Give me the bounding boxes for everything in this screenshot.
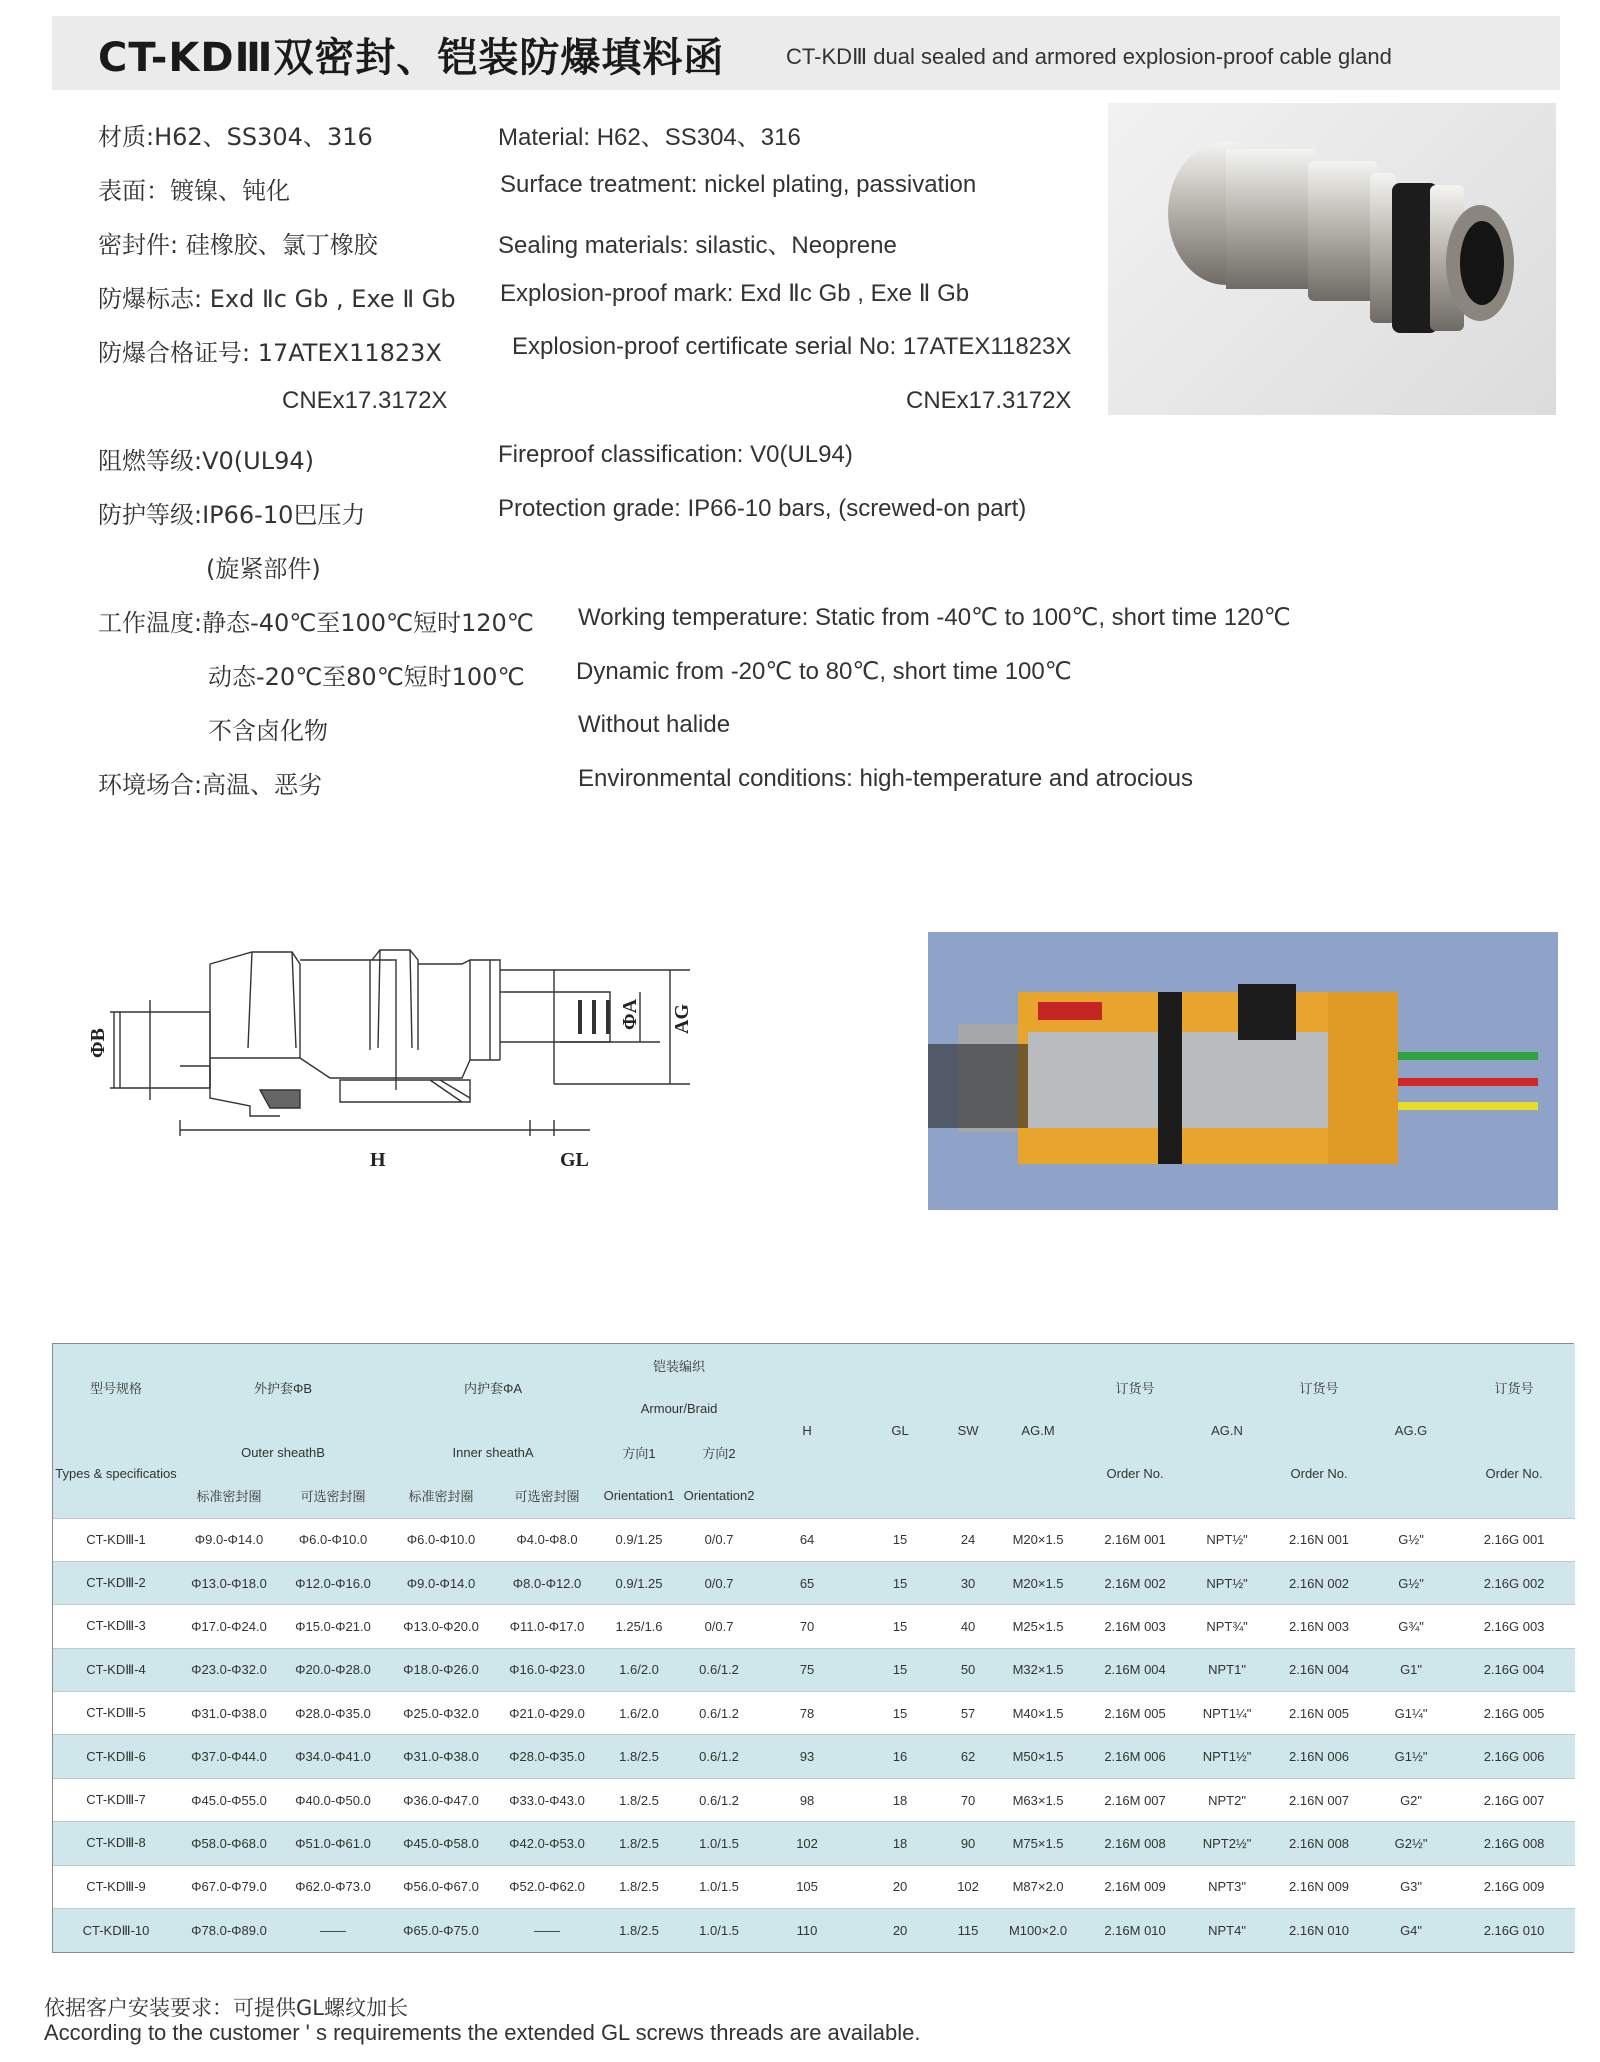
table-cell: M87×2.0: [991, 1865, 1085, 1908]
table-row: [53, 1865, 1575, 1908]
table-row: [53, 1822, 1575, 1865]
table-cell: 2.16G 002: [1453, 1561, 1575, 1604]
table-cell: 2.16G 008: [1453, 1822, 1575, 1865]
spec-material-en: Material: H62、SS304、316: [498, 124, 801, 151]
th-armour-en: Armour/Braid: [599, 1386, 759, 1430]
table-cell: 0/0.7: [679, 1518, 759, 1561]
spec-env-cn: 环境场合:高温、恶劣: [98, 771, 323, 799]
table-cell: Φ28.0-Φ35.0: [279, 1692, 387, 1735]
table-cell: Φ56.0-Φ67.0: [387, 1865, 495, 1908]
table-cell: Φ58.0-Φ68.0: [179, 1822, 279, 1865]
table-cell: 40: [945, 1605, 991, 1648]
table-row: [53, 1648, 1575, 1691]
th-dir1-en: Orientation1: [599, 1474, 679, 1518]
table-cell: Φ31.0-Φ38.0: [387, 1735, 495, 1778]
table-cell: CT-KDⅢ-8: [53, 1822, 179, 1865]
table-cell: 2.16M 003: [1085, 1605, 1185, 1648]
dimension-drawing: [87, 930, 810, 1220]
spec-cert2-en: CNEx17.3172X: [906, 387, 1072, 414]
table-cell: Φ36.0-Φ47.0: [387, 1778, 495, 1821]
table-cell: 78: [759, 1692, 855, 1735]
table-cell: NPT3": [1185, 1865, 1269, 1908]
table-cell: Φ17.0-Φ24.0: [179, 1605, 279, 1648]
cutaway-render-icon: [928, 932, 1558, 1210]
th-order-m-cn: 订货号: [1085, 1344, 1185, 1430]
spec-surface-cn: 表面：镀镍、钝化: [98, 177, 290, 205]
table-cell: M20×1.5: [991, 1561, 1085, 1604]
table-cell: 1.8/2.5: [599, 1865, 679, 1908]
th-inner-opt: 可选密封圈: [495, 1474, 599, 1518]
table-cell: 102: [945, 1865, 991, 1908]
table-cell: 1.8/2.5: [599, 1735, 679, 1778]
table-cell: 2.16G 006: [1453, 1735, 1575, 1778]
page-subtitle: CT-KDⅢ dual sealed and armored explosion-proof cable gland: [786, 44, 1392, 69]
table-cell: Φ33.0-Φ43.0: [495, 1778, 599, 1821]
table-cell: 30: [945, 1561, 991, 1604]
table-cell: 20: [855, 1865, 945, 1908]
table-cell: 0/0.7: [679, 1561, 759, 1604]
table-cell: G3": [1369, 1865, 1453, 1908]
table-cell: 15: [855, 1605, 945, 1648]
spec-temp-cn: 工作温度:静态-40℃至100℃短时120℃: [98, 609, 534, 637]
table-cell: M25×1.5: [991, 1605, 1085, 1648]
table-cell: Φ45.0-Φ58.0: [387, 1822, 495, 1865]
table-cell: Φ8.0-Φ12.0: [495, 1561, 599, 1604]
th-agn: AG.N: [1185, 1344, 1269, 1518]
table-row: [53, 1518, 1575, 1561]
title-bar: [52, 16, 1560, 90]
table-cell: Φ31.0-Φ38.0: [179, 1692, 279, 1735]
table-cell: CT-KDⅢ-7: [53, 1778, 179, 1821]
table-cell: CT-KDⅢ-4: [53, 1648, 179, 1691]
th-order-n-cn: 订货号: [1269, 1344, 1369, 1430]
table-cell: 0.9/1.25: [599, 1561, 679, 1604]
table-cell: 1.6/2.0: [599, 1692, 679, 1735]
spec-fire-en: Fireproof classification: V0(UL94): [498, 441, 853, 468]
table-cell: Φ15.0-Φ21.0: [279, 1605, 387, 1648]
table-cell: 18: [855, 1822, 945, 1865]
spec-exmark-en: Explosion-proof mark: Exd Ⅱc Gb , Exe Ⅱ Gb: [500, 280, 970, 307]
table-cell: 0.6/1.2: [679, 1735, 759, 1778]
table-cell: 1.25/1.6: [599, 1605, 679, 1648]
table-cell: 16: [855, 1735, 945, 1778]
table-cell: Φ62.0-Φ73.0: [279, 1865, 387, 1908]
table-cell: G½": [1369, 1518, 1453, 1561]
table-cell: 2.16M 004: [1085, 1648, 1185, 1691]
spec-exmark-cn: 防爆标志: Exd Ⅱc Gb , Exe Ⅱ Gb: [98, 285, 456, 313]
table-cell: Φ12.0-Φ16.0: [279, 1561, 387, 1604]
th-outer-opt: 可选密封圈: [279, 1474, 387, 1518]
table-cell: Φ40.0-Φ50.0: [279, 1778, 387, 1821]
th-model-cn: 型号规格: [53, 1344, 179, 1430]
table-cell: 1.0/1.5: [679, 1822, 759, 1865]
spec-halide-cn: 不含卤化物: [208, 717, 328, 745]
table-cell: 2.16N 009: [1269, 1865, 1369, 1908]
table-cell: 15: [855, 1518, 945, 1561]
th-sw: SW: [945, 1344, 991, 1518]
table-cell: CT-KDⅢ-9: [53, 1865, 179, 1908]
table-cell: NPT¾": [1185, 1605, 1269, 1648]
table-cell: 2.16N 008: [1269, 1822, 1369, 1865]
th-dir2-en: Orientation2: [679, 1474, 759, 1518]
page-title: CT-KDⅢ双密封、铠装防爆填料函: [98, 35, 725, 81]
table-cell: NPT½": [1185, 1518, 1269, 1561]
table-cell: 24: [945, 1518, 991, 1561]
table-row: [53, 1605, 1575, 1648]
table-cell: G1¼": [1369, 1692, 1453, 1735]
table-cell: Φ6.0-Φ10.0: [387, 1518, 495, 1561]
table-cell: G1½": [1369, 1735, 1453, 1778]
table-row: [53, 1692, 1575, 1735]
table-cell: Φ42.0-Φ53.0: [495, 1822, 599, 1865]
table-cell: M63×1.5: [991, 1778, 1085, 1821]
table-cell: 105: [759, 1865, 855, 1908]
th-armour-cn: 铠装编织: [599, 1344, 759, 1386]
table-cell: 70: [945, 1778, 991, 1821]
th-inner-en: Inner sheathA: [387, 1430, 599, 1474]
table-cell: M20×1.5: [991, 1518, 1085, 1561]
table-cell: 102: [759, 1822, 855, 1865]
label-phi-a: ΦA: [619, 998, 641, 1030]
table-cell: 2.16G 010: [1453, 1909, 1575, 1952]
table-cell: 2.16M 007: [1085, 1778, 1185, 1821]
spec-table: [52, 1343, 1574, 1953]
table-cell: CT-KDⅢ-2: [53, 1561, 179, 1604]
table-cell: Φ13.0-Φ20.0: [387, 1605, 495, 1648]
table-cell: M40×1.5: [991, 1692, 1085, 1735]
spec-cert-cn: 防爆合格证号: 17ATEX11823X: [98, 339, 442, 367]
table-cell: 0.9/1.25: [599, 1518, 679, 1561]
label-phi-b: ΦB: [87, 1028, 109, 1058]
table-cell: NPT4": [1185, 1909, 1269, 1952]
th-outer-cn: 外护套ΦB: [179, 1344, 387, 1430]
table-cell: NPT1": [1185, 1648, 1269, 1691]
table-cell: G¾": [1369, 1605, 1453, 1648]
table-cell: 2.16G 009: [1453, 1865, 1575, 1908]
table-cell: 2.16G 001: [1453, 1518, 1575, 1561]
th-agm: AG.M: [991, 1344, 1085, 1518]
spec-protect-cn: 防护等级:IP66-10巴压力: [98, 501, 366, 529]
table-cell: 2.16N 007: [1269, 1778, 1369, 1821]
cable-gland-photo-icon: [1108, 103, 1556, 415]
table-cell: Φ34.0-Φ41.0: [279, 1735, 387, 1778]
spec-material-cn: 材质:H62、SS304、316: [98, 123, 373, 151]
table-cell: NPT1¼": [1185, 1692, 1269, 1735]
table-cell: 2.16G 003: [1453, 1605, 1575, 1648]
table-cell: M75×1.5: [991, 1822, 1085, 1865]
table-cell: G4": [1369, 1909, 1453, 1952]
table-cell: 1.0/1.5: [679, 1909, 759, 1952]
table-cell: ——: [279, 1909, 387, 1952]
table-cell: G2": [1369, 1778, 1453, 1821]
table-row: [53, 1561, 1575, 1604]
label-gl: GL: [560, 1149, 589, 1171]
cutaway-render: [928, 932, 1558, 1210]
table-cell: 98: [759, 1778, 855, 1821]
table-cell: 0.6/1.2: [679, 1692, 759, 1735]
table-cell: G2½": [1369, 1822, 1453, 1865]
table-cell: 50: [945, 1648, 991, 1691]
th-order-n-en: Order No.: [1269, 1430, 1369, 1518]
th-agg: AG.G: [1369, 1344, 1453, 1518]
table-cell: 2.16G 005: [1453, 1692, 1575, 1735]
spec-fire-cn: 阻燃等级:V0(UL94): [98, 447, 314, 475]
table-cell: M32×1.5: [991, 1648, 1085, 1691]
order-table: [53, 1344, 1575, 1952]
table-cell: 57: [945, 1692, 991, 1735]
table-cell: 2.16M 010: [1085, 1909, 1185, 1952]
spec-protect2-cn: (旋紧部件): [206, 555, 321, 583]
table-cell: 1.8/2.5: [599, 1822, 679, 1865]
spec-temp-en: Working temperature: Static from -40℃ to 100℃, short time 120℃: [578, 604, 1291, 631]
spec-surface-en: Surface treatment: nickel plating, passivation: [500, 171, 977, 198]
table-cell: 2.16N 002: [1269, 1561, 1369, 1604]
table-cell: NPT2": [1185, 1778, 1269, 1821]
table-cell: Φ18.0-Φ26.0: [387, 1648, 495, 1691]
th-outer-std: 标准密封圈: [179, 1474, 279, 1518]
table-cell: 1.6/2.0: [599, 1648, 679, 1691]
table-cell: Φ67.0-Φ79.0: [179, 1865, 279, 1908]
table-cell: 90: [945, 1822, 991, 1865]
th-dir2-cn: 方向2: [679, 1430, 759, 1474]
table-cell: CT-KDⅢ-3: [53, 1605, 179, 1648]
table-row: [53, 1909, 1575, 1952]
table-cell: Φ4.0-Φ8.0: [495, 1518, 599, 1561]
table-cell: 2.16M 009: [1085, 1865, 1185, 1908]
table-cell: M50×1.5: [991, 1735, 1085, 1778]
table-cell: NPT½": [1185, 1561, 1269, 1604]
table-cell: Φ13.0-Φ18.0: [179, 1561, 279, 1604]
table-cell: 2.16M 006: [1085, 1735, 1185, 1778]
table-cell: ——: [495, 1909, 599, 1952]
table-cell: 1.8/2.5: [599, 1909, 679, 1952]
table-cell: Φ20.0-Φ28.0: [279, 1648, 387, 1691]
table-cell: 93: [759, 1735, 855, 1778]
spec-seal-en: Sealing materials: silastic、Neoprene: [498, 232, 897, 259]
table-cell: Φ21.0-Φ29.0: [495, 1692, 599, 1735]
th-inner-cn: 内护套ΦA: [387, 1344, 599, 1430]
table-cell: Φ37.0-Φ44.0: [179, 1735, 279, 1778]
table-cell: 2.16N 001: [1269, 1518, 1369, 1561]
table-cell: 1.8/2.5: [599, 1778, 679, 1821]
table-row: [53, 1778, 1575, 1821]
table-cell: 75: [759, 1648, 855, 1691]
table-cell: Φ6.0-Φ10.0: [279, 1518, 387, 1561]
table-cell: Φ45.0-Φ55.0: [179, 1778, 279, 1821]
footnote-cn: 依据客户安装要求：可提供GL螺纹加长: [44, 1996, 408, 2020]
table-cell: 115: [945, 1909, 991, 1952]
table-cell: Φ52.0-Φ62.0: [495, 1865, 599, 1908]
table-cell: M100×2.0: [991, 1909, 1085, 1952]
table-cell: 15: [855, 1692, 945, 1735]
th-gl: GL: [855, 1344, 945, 1518]
spec-halide-en: Without halide: [578, 711, 731, 738]
label-h: H: [370, 1149, 386, 1171]
table-cell: 64: [759, 1518, 855, 1561]
table-cell: 2.16M 008: [1085, 1822, 1185, 1865]
spec-cert2-cn: CNEx17.3172X: [282, 387, 448, 414]
th-outer-en: Outer sheathB: [179, 1430, 387, 1474]
table-cell: Φ11.0-Φ17.0: [495, 1605, 599, 1648]
table-cell: 2.16N 005: [1269, 1692, 1369, 1735]
table-cell: 15: [855, 1648, 945, 1691]
label-ag: AG: [671, 1004, 693, 1034]
gland-dimension-diagram: [87, 930, 810, 1220]
table-cell: NPT1½": [1185, 1735, 1269, 1778]
table-cell: 110: [759, 1909, 855, 1952]
th-order-g-cn: 订货号: [1453, 1344, 1575, 1430]
table-cell: NPT2½": [1185, 1822, 1269, 1865]
table-cell: Φ28.0-Φ35.0: [495, 1735, 599, 1778]
table-cell: 1.0/1.5: [679, 1865, 759, 1908]
table-cell: 0.6/1.2: [679, 1778, 759, 1821]
table-cell: 62: [945, 1735, 991, 1778]
th-model-en: Types & specificatios: [53, 1430, 179, 1518]
spec-seal-cn: 密封件: 硅橡胶、氯丁橡胶: [98, 231, 378, 259]
spec-protect-en: Protection grade: IP66-10 bars, (screwed-on part): [498, 495, 1027, 522]
table-cell: 2.16N 010: [1269, 1909, 1369, 1952]
table-cell: Φ25.0-Φ32.0: [387, 1692, 495, 1735]
table-cell: 2.16G 004: [1453, 1648, 1575, 1691]
table-cell: 2.16M 002: [1085, 1561, 1185, 1604]
table-cell: 2.16M 001: [1085, 1518, 1185, 1561]
table-cell: CT-KDⅢ-1: [53, 1518, 179, 1561]
table-cell: Φ78.0-Φ89.0: [179, 1909, 279, 1952]
th-h: H: [759, 1344, 855, 1518]
table-cell: 0/0.7: [679, 1605, 759, 1648]
product-photo: [1108, 103, 1556, 415]
th-order-m-en: Order No.: [1085, 1430, 1185, 1518]
table-cell: CT-KDⅢ-6: [53, 1735, 179, 1778]
table-cell: 20: [855, 1909, 945, 1952]
footnote-en: According to the customer ' s requirements the extended GL screws threads are available.: [44, 2020, 921, 2045]
table-cell: G½": [1369, 1561, 1453, 1604]
table-cell: Φ51.0-Φ61.0: [279, 1822, 387, 1865]
table-cell: 2.16G 007: [1453, 1778, 1575, 1821]
spec-temp2-cn: 动态-20℃至80℃短时100℃: [208, 663, 525, 691]
table-cell: 18: [855, 1778, 945, 1821]
table-cell: 2.16N 006: [1269, 1735, 1369, 1778]
table-cell: G1": [1369, 1648, 1453, 1691]
spec-temp2-en: Dynamic from -20℃ to 80℃, short time 100℃: [576, 658, 1072, 685]
table-cell: 2.16M 005: [1085, 1692, 1185, 1735]
table-cell: 0.6/1.2: [679, 1648, 759, 1691]
table-cell: 2.16N 003: [1269, 1605, 1369, 1648]
table-cell: 15: [855, 1561, 945, 1604]
th-inner-std: 标准密封圈: [387, 1474, 495, 1518]
table-cell: Φ9.0-Φ14.0: [179, 1518, 279, 1561]
spec-env-en: Environmental conditions: high-temperature and atrocious: [578, 765, 1194, 792]
spec-cert-en: Explosion-proof certificate serial No: 17ATEX11823X: [512, 333, 1072, 360]
table-cell: 2.16N 004: [1269, 1648, 1369, 1691]
table-cell: 70: [759, 1605, 855, 1648]
table-row: [53, 1735, 1575, 1778]
table-cell: Φ9.0-Φ14.0: [387, 1561, 495, 1604]
table-cell: Φ65.0-Φ75.0: [387, 1909, 495, 1952]
table-cell: 65: [759, 1561, 855, 1604]
table-cell: CT-KDⅢ-5: [53, 1692, 179, 1735]
th-dir1-cn: 方向1: [599, 1430, 679, 1474]
table-cell: Φ23.0-Φ32.0: [179, 1648, 279, 1691]
table-cell: Φ16.0-Φ23.0: [495, 1648, 599, 1691]
th-order-g-en: Order No.: [1453, 1430, 1575, 1518]
table-cell: CT-KDⅢ-10: [53, 1909, 179, 1952]
